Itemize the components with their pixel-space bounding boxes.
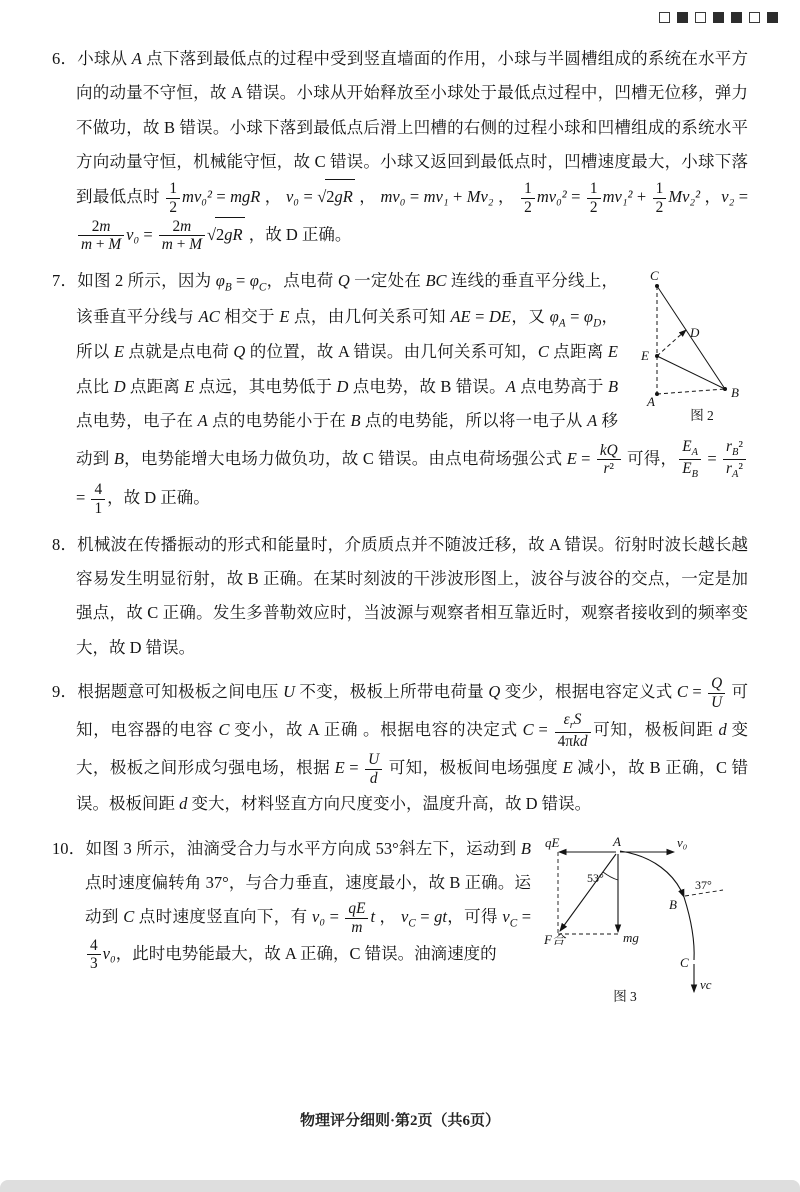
label-A: A [647,393,655,409]
item-text: 机械波在传播振动的形式和能量时，介质质点并不随波迁移，故 A 错误。衍射时波长越长越容易发生明显衍射，故 B 正确。在某时刻波的干涉波形图上，波谷与波谷的交点，一定是加强点，故 C 正确。发生多普勒效应时，当波源与观察者相互靠近时，观察者接收到的频率变大，故 D 错误。 [76,534,748,657]
vector-F-net [560,854,616,931]
item-number: 7． [52,270,78,290]
label-F-net: F合 [544,931,565,947]
item-number: 8． [52,534,78,554]
outline-square-marker [749,12,760,23]
figure-3-caption: 图 3 [613,988,637,1004]
item-8 [52,528,748,665]
label-v0: v₀ [677,834,688,850]
point-E [655,354,659,358]
angle-53-arc [603,872,618,880]
label-mg: mg [623,929,639,945]
label-angle-37: 37° [695,877,712,892]
label-B: B [731,384,739,400]
item-9 [52,675,748,822]
label-vc: vc [700,976,712,992]
viewer-bottom-bar [0,1180,800,1192]
label-E: E [641,347,649,363]
figure-2-caption: 图 2 [690,407,714,423]
filled-square-marker [713,12,724,23]
segment-AB [657,389,725,394]
item-number: 9． [52,681,78,701]
item-6 [52,42,748,254]
figure-3-drawing [543,834,748,1004]
point-B [723,387,727,391]
label-C: C [680,954,689,970]
label-B: B [669,896,677,912]
label-angle-53: 53° [587,870,604,885]
point-A [655,392,659,396]
trajectory-B-to-C [684,897,694,960]
item-number: 6． [52,49,78,68]
label-A: A [613,833,621,849]
segment-EB [657,356,725,389]
outline-square-marker [695,12,706,23]
figure-2 [630,266,748,424]
label-qE: qE [545,834,560,850]
filled-square-marker [767,12,778,23]
item-7 [52,264,748,518]
item-text: 小球从 A 点下落到最低点的过程中受到竖直墙面的作用，小球与半圆槽组成的系统在水平方向的动量不守恒，故 A 错误。小球从开始释放至小球处于最低点过程中，凹槽无位移，弹力不做功，故 B 错误。小球下落到最低点后滑上凹槽的右侧的过程小球和凹槽组成的系统水平方向动量守恒，机械能守恒，故 C 错误。小球又返回到最低点时，凹槽速度最大，小球下落到最低点时 $\frac{1}{2}$ mv₀² = mgR ， v₀ = √2gR ， mv₀ = mv₁ + Mv₂ ， $\frac{1}{2}$ mv₀² = $\frac{1}{2}$ mv₁² + $\frac{1}{2}$ Mv₂² ，v₂ = $\frac{2m}{m + M}$ v₀ = $\frac{2m}{m + M}$ √2gR ，故 D 正确。 [76,49,749,254]
filled-square-marker [731,12,742,23]
item-number: 10． [52,838,86,858]
figure-2-drawing [630,266,748,424]
trajectory-A-to-B [620,851,684,897]
item-text: 根据题意可知极板之间电压 U 不变，极板上所带电荷量 Q 变少，根据电容定义式 C = $\frac{Q}{U}$ 可知，电容器的电容 C 变小，故 A 正确 。根据电容的决定式 C = $\frac{\varepsilon_rS}{\text{4πkd}}$ 可知，极板间距 d 变大，极板之间形成匀强电场，根据 E = $\frac{U}{d}$ 可知，极板间电场强度 E 减小，故 B 正确，C 错误。极板间距 d 变大，材料竖直方向尺度变小，温度升高，故 D 错误。 [76,674,749,814]
item-10 [52,832,748,1004]
label-D: D [690,324,700,340]
outline-square-marker [659,12,670,23]
registration-marks [659,12,778,23]
item-text: 如图 3 所示，油滴受合力与水平方向成 53°斜左下，运动到 B 点时速度偏转角 37°，与合力垂直，速度最小，故 B 正确。运动到 C 点时速度竖直向下，有 v₀ = $\frac{qE}{m}$ t ， $v_C$ = gt，可得 $v_C$ = $\frac{4}{3}$ v₀，此时电势能最大，故 A 正确，C 错误。油滴速度的 [85,838,532,973]
segment-ED-arrow [657,330,686,356]
page-footer: 物理评分细则·第2页（共6页） [299,1113,500,1129]
point-C [655,284,659,288]
figure-3 [543,834,748,1004]
label-C: C [650,267,659,283]
filled-square-marker [677,12,688,23]
item-text: 如图 2 所示，因为 $\varphi_B = \varphi_C$，点电荷 Q 一定处在 BC 连线的垂直平分线上，该垂直平分线与 AC 相交于 E 点，由几何关系可知 AE = DE，又 $\varphi_A = \varphi_D$，所以 E 点就是点电荷 Q 的位置，故 A 错误。由几何关系可知，C 点距离 E 点比 D 点距离 E 点远，其电势低于 D 点电势，故 B 错误。A 点电势高于 B 点电势，电子在 A 点的电势能小于在 B 点的电势能，所以将一电子从 A 移动到 B，电势能增大电场力做负功，故 C 错误。由点电荷场强公式 E = $\frac{kQ}{\text{r²}}$ 可得， $\frac{E_A}{E_B}$ = $\frac{r_B^2}{r_A^2}$ = $\frac{4}{1}$ ，故 D 正确。 [76,271,748,507]
